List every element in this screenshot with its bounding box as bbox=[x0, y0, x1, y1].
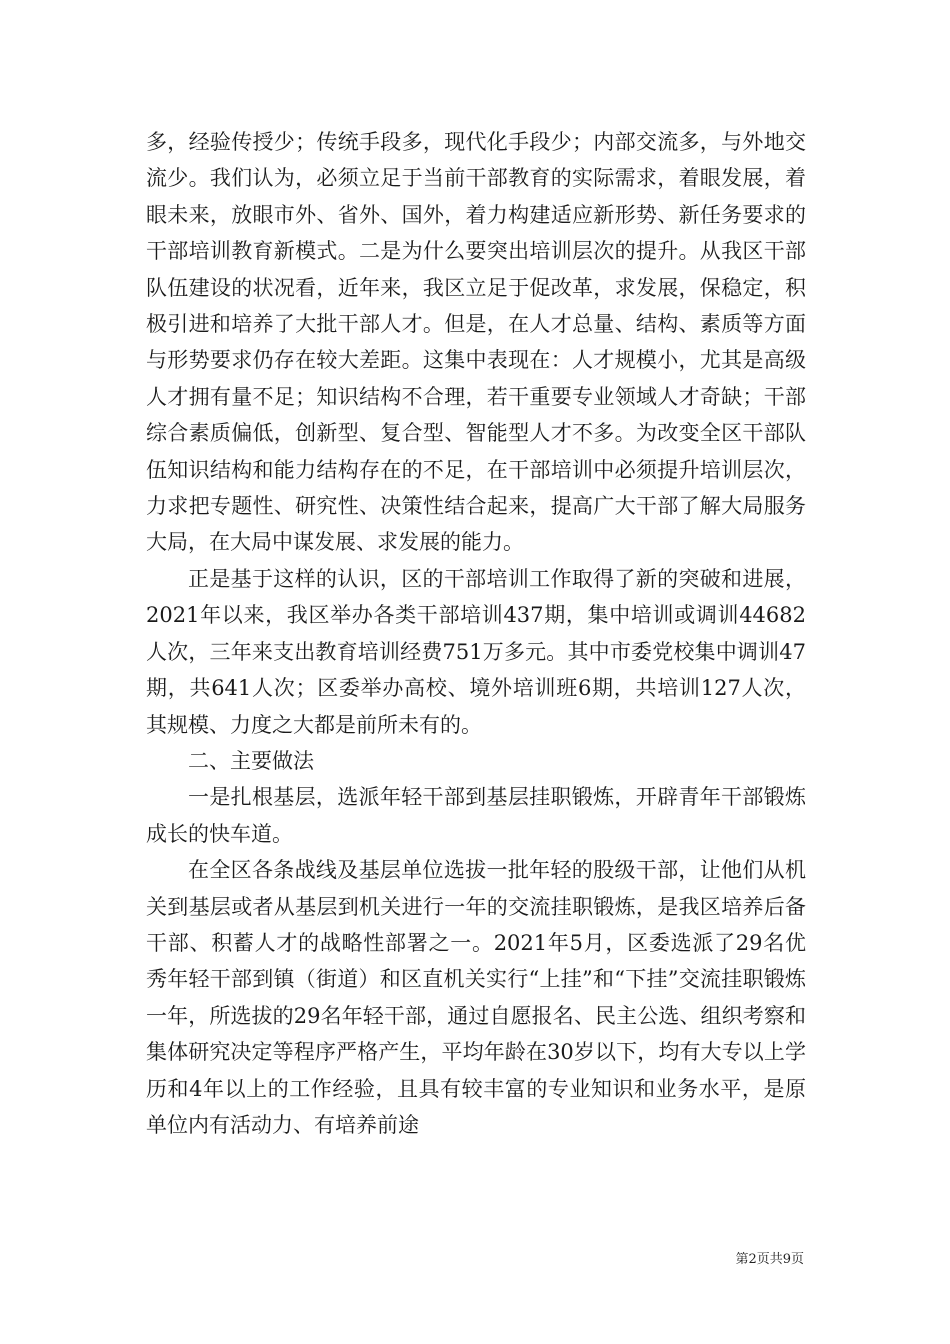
paragraph-training-results: 正是基于这样的认识，区的干部培训工作取得了新的突破和进展，2021年以来，我区举办各类干部培训437期，集中培训或调训44682人次，三年来支出教育培训经费751万多元。其中市委党校集中调训47期，共641人次；区委举办高校、境外培训班6期，共培训127人次，其规模、力度之大都是前所未有的。 bbox=[146, 566, 806, 737]
page-number-footer: 第2页共9页 bbox=[735, 1252, 804, 1267]
paragraph-point-one: 一是扎根基层，选派年轻干部到基层挂职锻炼，开辟青年干部锻炼成长的快车道。 bbox=[146, 785, 806, 846]
body-text bbox=[146, 124, 806, 1143]
section-heading-main-practices: 二、主要做法 bbox=[188, 748, 314, 773]
paragraph-cadre-exchange: 在全区各条战线及基层单位选拔一批年轻的股级干部，让他们从机关到基层或者从基层到机关进行一年的交流挂职锻炼，是我区培养后备干部、积蓄人才的战略性部署之一。2021年5月，区委选派了29名优秀年轻干部到镇（街道）和区直机关实行“上挂”和“下挂”交流挂职锻炼一年，所选拔的29名年轻干部，通过自愿报名、民主公选、组织考察和集体研究决定等程序严格产生，平均年龄在30岁以下，均有大专以上学历和4年以上的工作经验，且具有较丰富的专业知识和业务水平，是原单位内有活动力、有培养前途 bbox=[146, 858, 806, 1137]
paragraph-continuation: 多，经验传授少；传统手段多，现代化手段少；内部交流多，与外地交流少。我们认为，必须立足于当前干部教育的实际需求，着眼发展，着眼未来，放眼市外、省外、国外，着力构建适应新形势、新任务要求的干部培训教育新模式。二是为什么要突出培训层次的提升。从我区干部队伍建设的状况看，近年来，我区立足于促改革，求发展，保稳定，积极引进和培养了大批干部人才。但是，在人才总量、结构、素质等方面与形势要求仍存在较大差距。这集中表现在：人才规模小，尤其是高级人才拥有量不足；知识结构不合理，若干重要专业领域人才奇缺；干部综合素质偏低，创新型、复合型、智能型人才不多。为改变全区干部队伍知识结构和能力结构存在的不足，在干部培训中必须提升培训层次，力求把专题性、研究性、决策性结合起来，提高广大干部了解大局服务大局，在大局中谋发展、求发展的能力。 bbox=[146, 130, 806, 555]
